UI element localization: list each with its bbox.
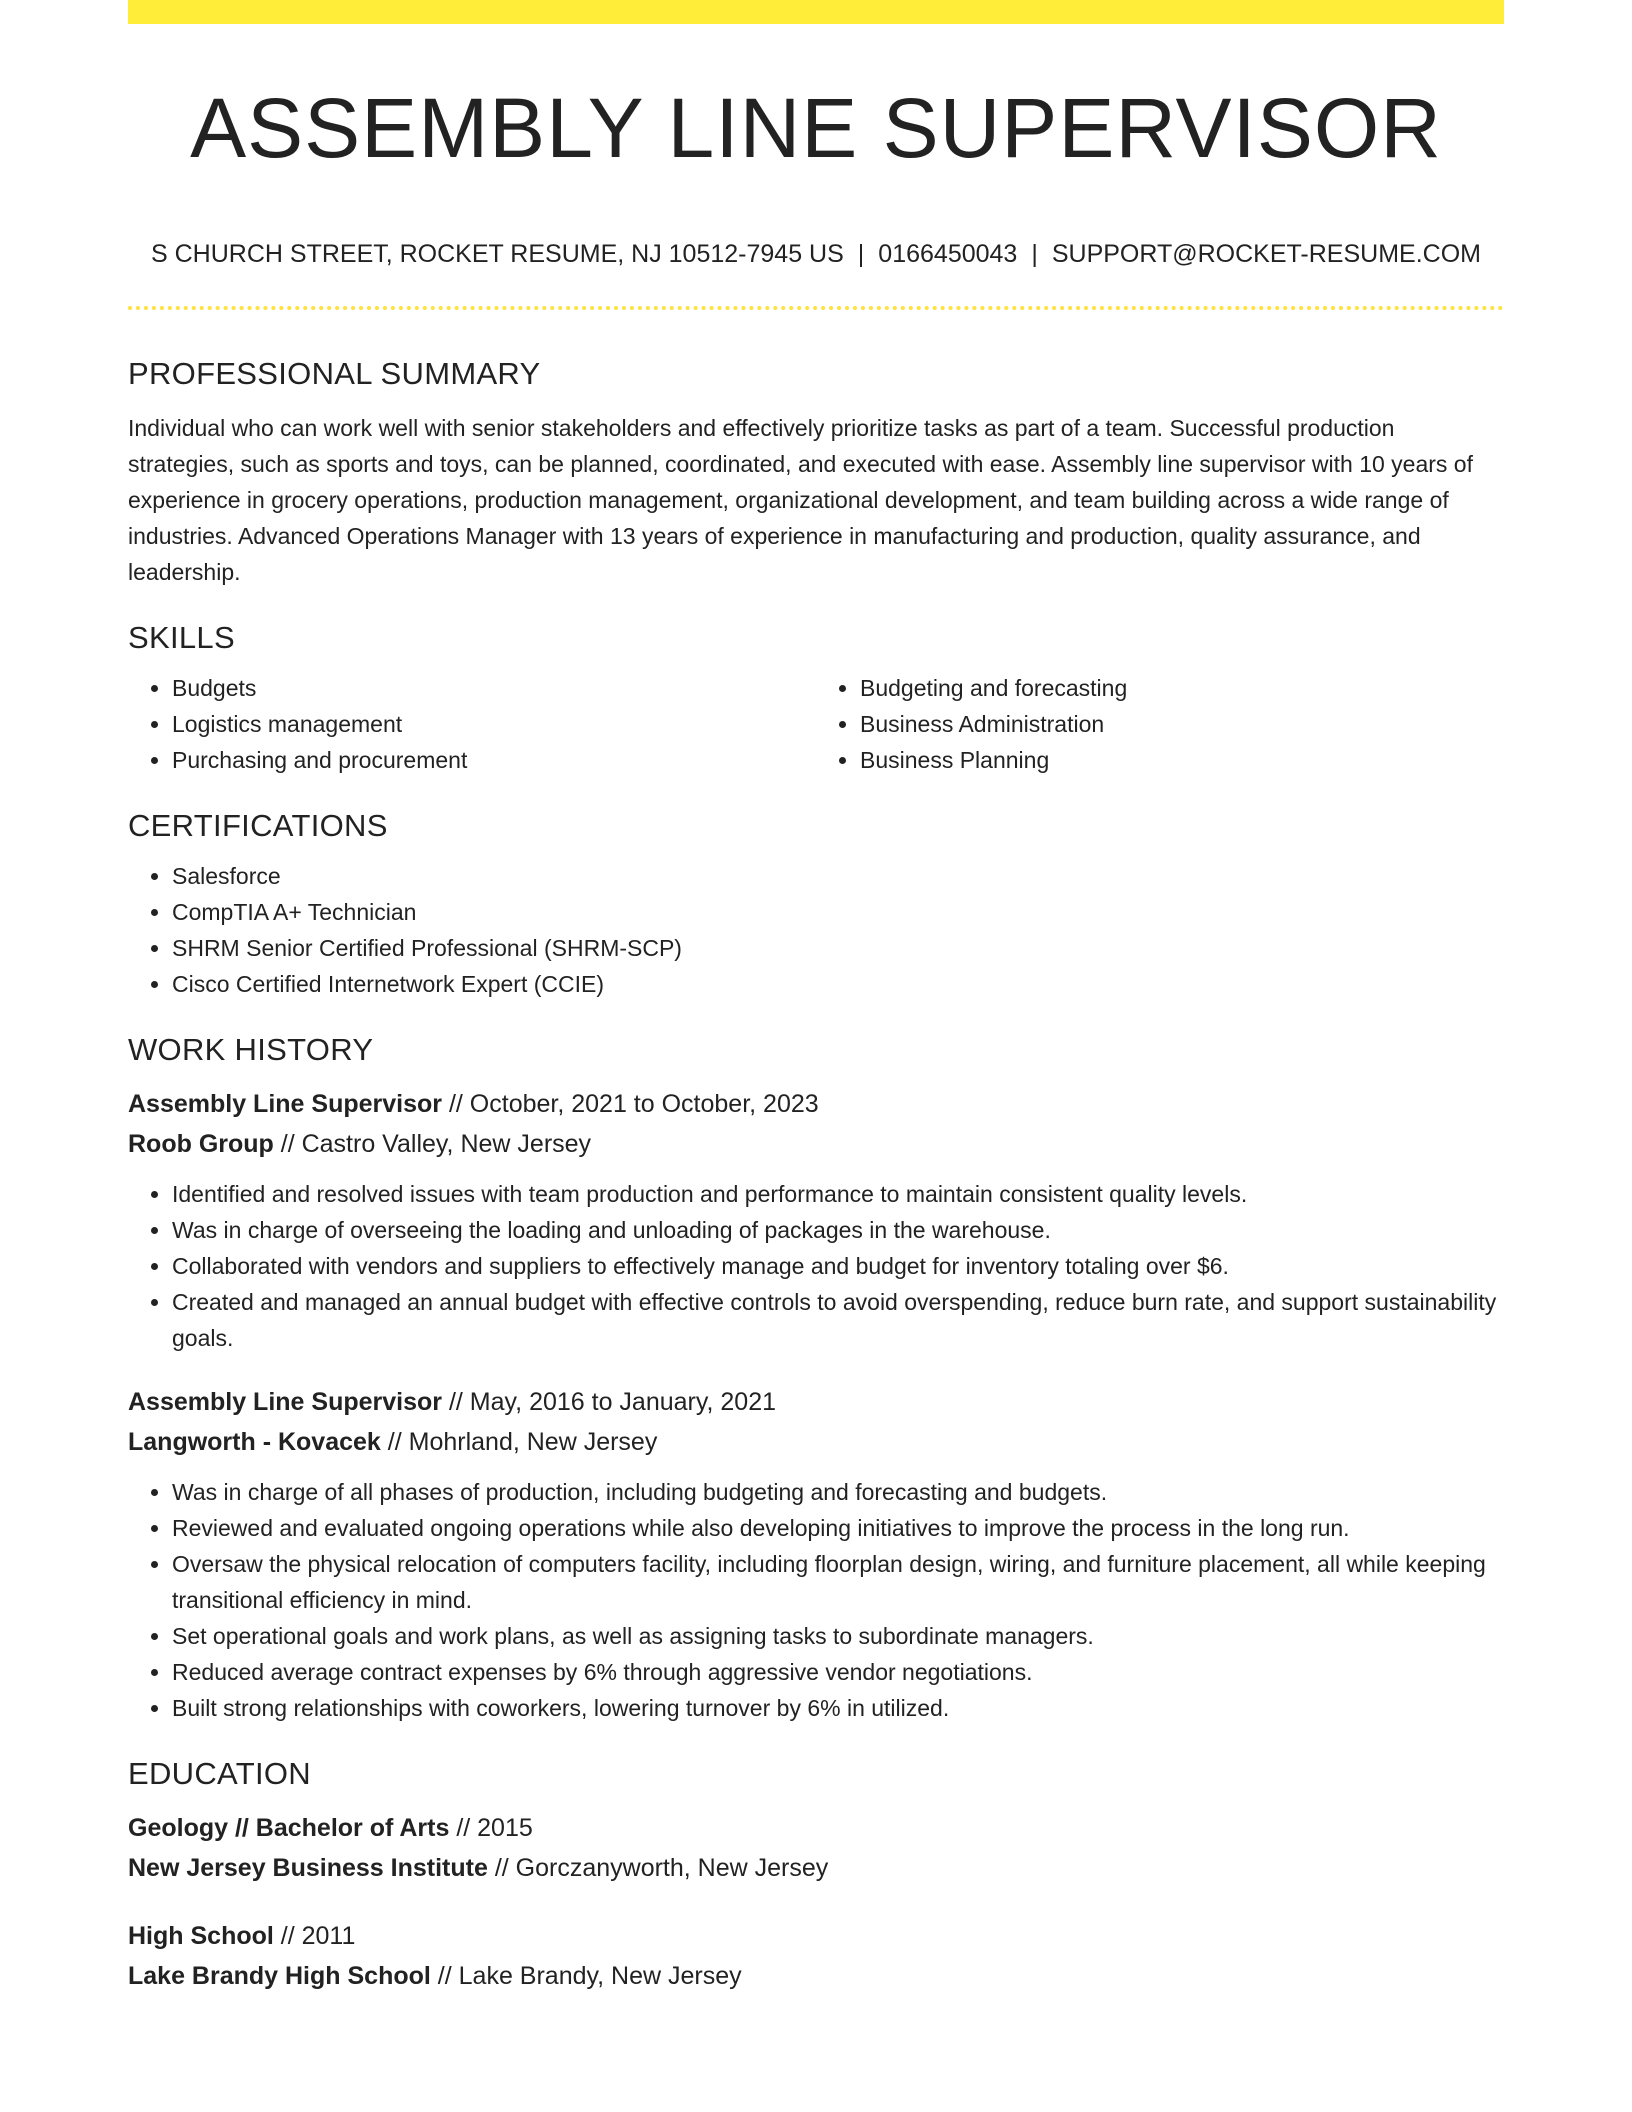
graduation-year: // 2011 [280, 1922, 356, 1950]
certification-item: • Salesforce [172, 858, 1504, 894]
address: S CHURCH STREET, ROCKET RESUME, NJ 10512-7945 US [151, 240, 844, 268]
degree-line [128, 1916, 1504, 1956]
job-dates: // May, 2016 to January, 2021 [448, 1388, 777, 1416]
phone: 0166450043 [878, 240, 1018, 268]
job-title-line [128, 1382, 1504, 1422]
job-bullet: • Reviewed and evaluated ongoing operations while also developing initiatives to improve the process in the long run. [172, 1510, 1504, 1546]
job-entry [128, 1084, 1504, 1356]
resume-title: ASSEMBLY LINE SUPERVISOR [190, 81, 1442, 175]
job-title: Assembly Line Supervisor [128, 1388, 443, 1416]
job-company-line [128, 1124, 1504, 1164]
graduation-year: // 2015 [456, 1814, 533, 1842]
company-name: Langworth - Kovacek [128, 1428, 381, 1456]
summary-heading: PROFESSIONAL SUMMARY [128, 356, 541, 391]
job-dates: // October, 2021 to October, 2023 [448, 1090, 819, 1118]
job-title-line [128, 1084, 1504, 1124]
skill-item: • Logistics management [172, 706, 816, 742]
certification-item: • CompTIA A+ Technician [172, 894, 1504, 930]
certification-item: • SHRM Senior Certified Professional (SHRM-SCP) [172, 930, 1504, 966]
school-location: // Gorczanyworth, New Jersey [494, 1854, 829, 1882]
school-name: Lake Brandy High School [128, 1962, 431, 1990]
job-bullet: • Oversaw the physical relocation of computers facility, including floorplan design, wiring, and furniture placement, all while keeping transitional efficiency in mind. [172, 1546, 1504, 1618]
skill-item: • Budgets [172, 670, 816, 706]
company-name: Roob Group [128, 1130, 274, 1158]
skill-item: • Budgeting and forecasting [860, 670, 1504, 706]
school-name: New Jersey Business Institute [128, 1854, 488, 1882]
job-location: // Castro Valley, New Jersey [280, 1130, 592, 1158]
certifications-list [128, 858, 1504, 1002]
job-bullet: • Was in charge of overseeing the loading and unloading of packages in the warehouse. [172, 1212, 1504, 1248]
education-entry [128, 1808, 1504, 1888]
skill-item: • Business Planning [860, 742, 1504, 778]
school-location: // Lake Brandy, New Jersey [437, 1962, 742, 1990]
skill-item: • Business Administration [860, 706, 1504, 742]
skills-column-right [816, 670, 1504, 778]
degree: Geology // Bachelor of Arts [128, 1814, 450, 1842]
job-bullet: • Collaborated with vendors and suppliers to effectively manage and budget for inventory totaling over $6. [172, 1248, 1504, 1284]
resume-content [128, 352, 1504, 1996]
separator: | [857, 240, 865, 268]
education-entry [128, 1916, 1504, 1996]
degree-line [128, 1808, 1504, 1848]
accent-bar [128, 0, 1504, 24]
skills-heading: SKILLS [128, 620, 235, 655]
separator: | [1031, 240, 1038, 268]
education-heading: EDUCATION [128, 1756, 311, 1791]
job-bullet: • Identified and resolved issues with team production and performance to maintain consistent quality levels. [172, 1176, 1504, 1212]
job-bullet: • Built strong relationships with coworkers, lowering turnover by 6% in utilized. [172, 1690, 1504, 1726]
job-bullets [128, 1176, 1504, 1356]
dotted-divider [128, 306, 1504, 310]
school-line [128, 1956, 1504, 1996]
school-line [128, 1848, 1504, 1888]
job-bullet: • Was in charge of all phases of production, including budgeting and forecasting and budgets. [172, 1474, 1504, 1510]
job-company-line [128, 1422, 1504, 1462]
summary-text: Individual who can work well with senior stakeholders and effectively prioritize tasks as part of a team. Successful production strategies, such as sports and toys, can be planned, coordinated, and executed with ease. Assembly line supervisor with 10 years of experience in grocery operations, production management, organizational development, and team building across a wide range of industries. Advanced Operations Manager with 13 years of experience in manufacturing and production, quality assurance, and leadership. [128, 415, 1473, 585]
skills-column-left [128, 670, 816, 778]
job-bullet: • Set operational goals and work plans, as well as assigning tasks to subordinate managers. [172, 1618, 1504, 1654]
job-title: Assembly Line Supervisor [128, 1090, 443, 1118]
work-history-heading: WORK HISTORY [128, 1032, 374, 1067]
degree: High School [128, 1922, 274, 1950]
skill-item: • Purchasing and procurement [172, 742, 816, 778]
skills-list [128, 670, 1504, 778]
certification-item: • Cisco Certified Internetwork Expert (CCIE) [172, 966, 1504, 1002]
job-location: // Mohrland, New Jersey [387, 1428, 658, 1456]
job-bullet: • Created and managed an annual budget with effective controls to avoid overspending, reduce burn rate, and support sustainability goals. [172, 1284, 1504, 1356]
job-entry [128, 1382, 1504, 1726]
certifications-heading: CERTIFICATIONS [128, 808, 388, 843]
job-bullets [128, 1474, 1504, 1726]
job-bullet: • Reduced average contract expenses by 6% through aggressive vendor negotiations. [172, 1654, 1504, 1690]
email-link[interactable]: SUPPORT@ROCKET-RESUME.COM [1051, 240, 1481, 268]
contact-line [128, 236, 1504, 272]
